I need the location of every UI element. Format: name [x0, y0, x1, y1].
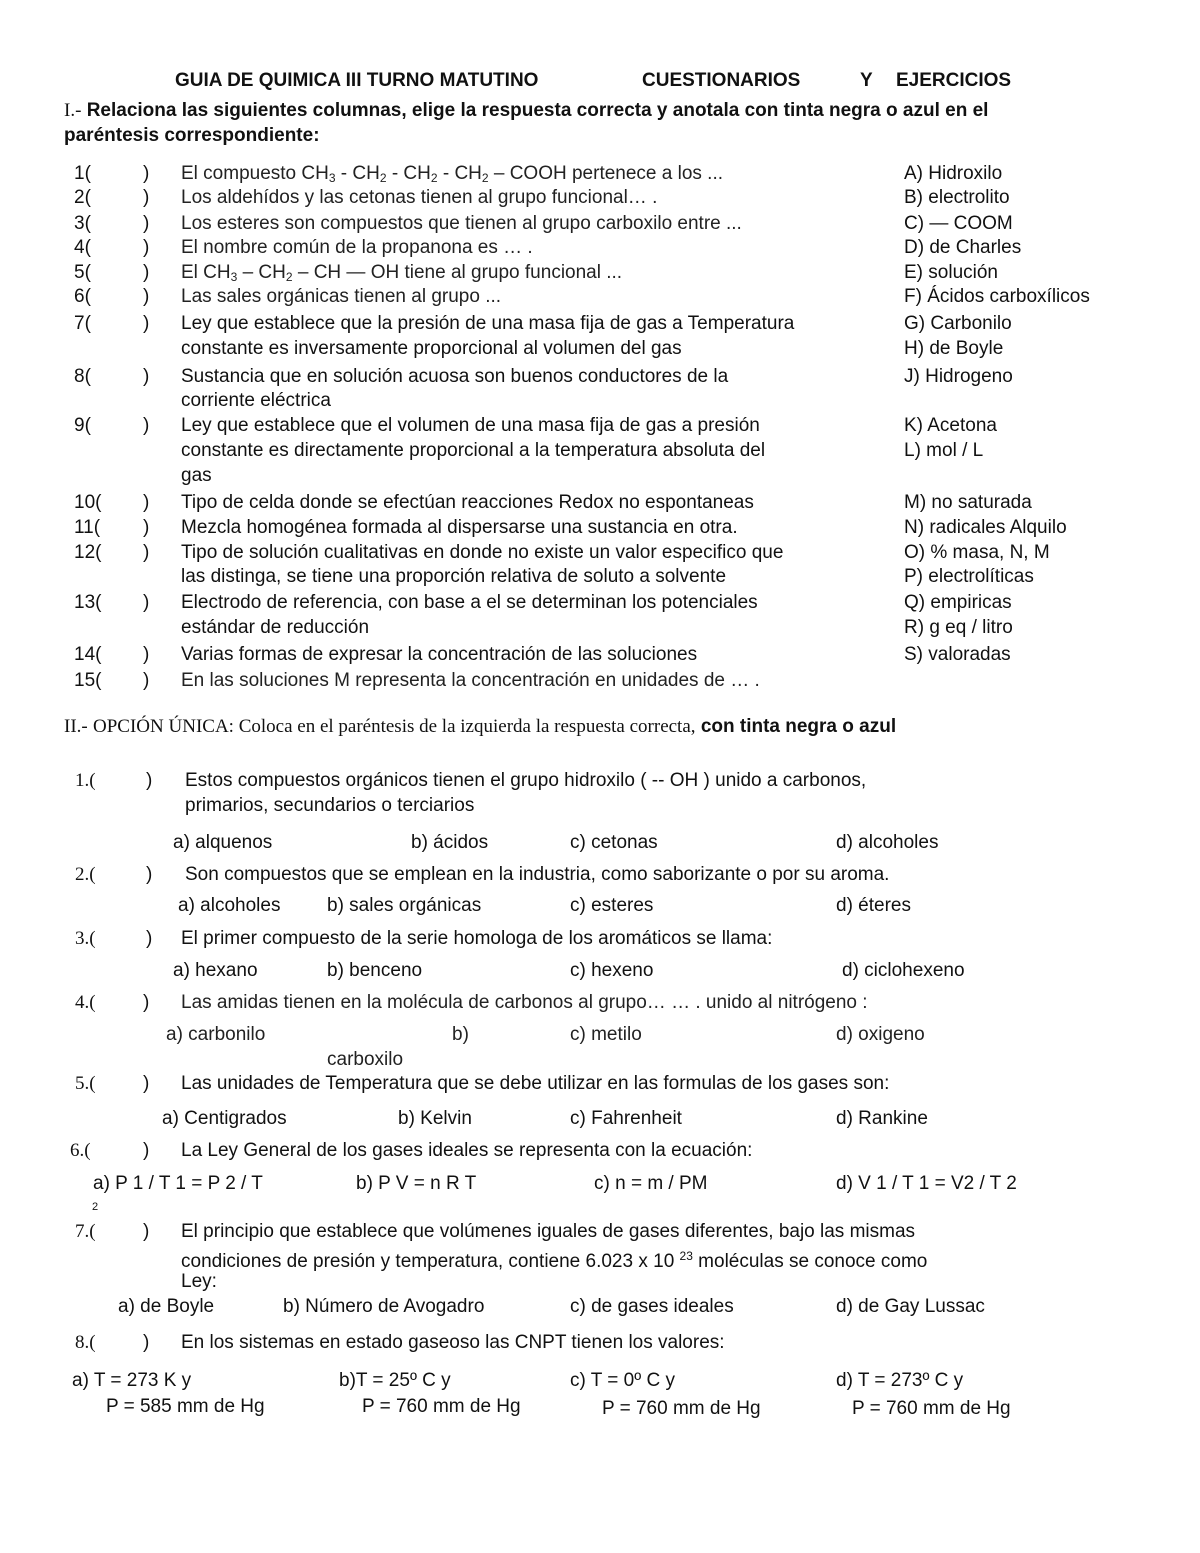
answer-option: B) electrolito	[904, 187, 1010, 208]
question-number: 2.(	[75, 864, 96, 885]
item-text: Ley que establece que el volumen de una masa fija de gas a presión	[181, 415, 760, 436]
option[interactable]: d) T = 273º C y	[836, 1370, 964, 1391]
question-number: 8.(	[75, 1332, 96, 1353]
option[interactable]: a) carbonilo	[166, 1024, 266, 1045]
item-number: 10(	[74, 492, 102, 513]
item-number: 7(	[74, 313, 91, 334]
answer-option: M) no saturada	[904, 492, 1032, 513]
answer-paren[interactable]: )	[143, 992, 150, 1013]
item-text-cont: las distinga, se tiene una proporción relativa de soluto a solvente	[181, 566, 727, 587]
item-number: 6(	[74, 286, 91, 307]
answer-option: Q) empiricas	[904, 592, 1012, 613]
option[interactable]: a) alcoholes	[178, 895, 281, 916]
question-number: 4.(	[75, 992, 96, 1013]
answer-option: N) radicales Alquilo	[904, 517, 1067, 538]
item-number: 13(	[74, 592, 102, 613]
item-text: Sustancia que en solución acuosa son buenos conductores de la	[181, 366, 729, 387]
option[interactable]: d) Rankine	[836, 1108, 928, 1129]
answer-paren[interactable]: )	[146, 770, 153, 791]
option[interactable]: b) P V = n R T	[356, 1173, 477, 1194]
answer-paren[interactable]: )	[143, 670, 150, 691]
option-cont: carboxilo	[327, 1049, 404, 1070]
option[interactable]: a) Centigrados	[162, 1108, 287, 1129]
item-number: 12(	[74, 542, 102, 563]
option[interactable]: c) n = m / PM	[594, 1173, 708, 1194]
question-text: La Ley General de los gases ideales se representa con la ecuación:	[181, 1140, 753, 1161]
item-text-cont: constante es directamente proporcional a la temperatura absoluta del	[181, 440, 766, 461]
item-text: Las sales orgánicas tienen al grupo ...	[181, 286, 502, 307]
question-number: 7.(	[75, 1221, 96, 1242]
answer-option: O) % masa, N, M	[904, 542, 1050, 563]
answer-option: E) solución	[904, 262, 998, 283]
answer-paren[interactable]: )	[143, 517, 150, 538]
item-number: 9(	[74, 415, 91, 436]
option[interactable]: b) Kelvin	[398, 1108, 472, 1129]
option[interactable]: a) T = 273 K y	[72, 1370, 192, 1391]
item-text-cont: gas	[181, 465, 212, 486]
item-number: 14(	[74, 644, 102, 665]
answer-option: J) Hidrogeno	[904, 366, 1013, 387]
item-text: Ley que establece que la presión de una masa fija de gas a Temperatura	[181, 313, 795, 334]
item-text: El nombre común de la propanona es … .	[181, 237, 533, 258]
answer-paren[interactable]: )	[143, 644, 150, 665]
answer-option: F) Ácidos carboxílicos	[904, 286, 1090, 307]
section1-instructions	[64, 100, 988, 122]
question-number: 6.(	[70, 1140, 91, 1161]
answer-paren[interactable]: )	[143, 1221, 150, 1242]
item-number: 1(	[74, 163, 91, 184]
answer-paren[interactable]: )	[143, 213, 150, 234]
question-text: El principio que establece que volúmenes iguales de gases diferentes, bajo las mismas	[181, 1221, 916, 1242]
item-number: 11(	[74, 517, 101, 538]
option-cont: P = 760 mm de Hg	[852, 1398, 1011, 1419]
section1-roman: I.-	[64, 100, 82, 121]
option[interactable]: d) ciclohexeno	[842, 960, 965, 981]
answer-option: A) Hidroxilo	[904, 163, 1003, 184]
question-text: Estos compuestos orgánicos tienen el grupo hidroxilo ( -- OH ) unido a carbonos,	[185, 770, 867, 791]
answer-paren[interactable]: )	[143, 1073, 150, 1094]
item-text: Varias formas de expresar la concentración de las soluciones	[181, 644, 698, 665]
answer-option: P) electrolíticas	[904, 566, 1034, 587]
question-text: Las unidades de Temperatura que se debe utilizar en las formulas de los gases son:	[181, 1073, 890, 1094]
answer-paren[interactable]: )	[143, 262, 150, 283]
page-title	[175, 70, 538, 92]
answer-paren[interactable]: )	[143, 237, 150, 258]
item-text: Tipo de solución cualitativas en donde no existe un valor especifico que	[181, 542, 784, 563]
option[interactable]: d) éteres	[836, 895, 911, 916]
option-subscript: 2	[92, 1201, 99, 1213]
answer-paren[interactable]: )	[143, 415, 150, 436]
option[interactable]: a) alquenos	[173, 832, 273, 853]
item-text: En las soluciones M representa la concentración en unidades de … .	[181, 670, 760, 691]
item-text: Tipo de celda donde se efectúan reacciones Redox no espontaneas	[181, 492, 754, 513]
question-text-cont: primarios, secundarios o terciarios	[185, 795, 475, 816]
answer-option: D) de Charles	[904, 237, 1022, 258]
answer-option: L) mol / L	[904, 440, 984, 461]
item-text-cont: corriente eléctrica	[181, 390, 331, 411]
option[interactable]: b) benceno	[327, 960, 423, 981]
question-text: El primer compuesto de la serie homologa de los aromáticos se llama:	[181, 928, 773, 949]
option[interactable]: d) alcoholes	[836, 832, 939, 853]
answer-option: H) de Boyle	[904, 338, 1004, 359]
option-cont: P = 760 mm de Hg	[362, 1396, 521, 1417]
answer-option: G) Carbonilo	[904, 313, 1012, 334]
option[interactable]: b) sales orgánicas	[327, 895, 482, 916]
option[interactable]: a) hexano	[173, 960, 258, 981]
item-number: 5(	[74, 262, 91, 283]
item-number: 15(	[74, 670, 102, 691]
option[interactable]: d) de Gay Lussac	[836, 1296, 985, 1317]
question-text-cont: Ley:	[181, 1271, 217, 1292]
answer-paren[interactable]: )	[143, 163, 150, 184]
option[interactable]: b) ácidos	[411, 832, 489, 853]
question-text: Son compuestos que se emplean en la industria, como saborizante o por su aroma.	[185, 864, 890, 885]
item-number: 4(	[74, 237, 91, 258]
answer-paren[interactable]: )	[143, 187, 150, 208]
answer-option: K) Acetona	[904, 415, 997, 436]
option[interactable]: b)T = 25º C y	[339, 1370, 451, 1391]
item-text: Los esteres son compuestos que tienen al grupo carboxilo entre ...	[181, 213, 742, 234]
item-text: Los aldehídos y las cetonas tienen al grupo funcional… .	[181, 187, 658, 208]
option[interactable]: c) hexeno	[570, 960, 654, 981]
answer-paren[interactable]: )	[143, 1332, 150, 1353]
section1-instructions-line2: paréntesis correspondiente:	[64, 125, 320, 146]
option[interactable]: c) T = 0º C y	[570, 1370, 675, 1391]
option[interactable]: d) oxigeno	[836, 1024, 925, 1045]
item-text: El $CH_3 - CH_2$ – CH — OH tiene al grupo funcional ...	[181, 262, 623, 284]
answer-paren[interactable]: )	[143, 592, 150, 613]
item-number: 8(	[74, 366, 91, 387]
section1-instructions-line1: Relaciona las siguientes columnas, elige la respuesta correcta y anotala con tinta negra o azul en el	[86, 100, 989, 121]
item-number: 3(	[74, 213, 91, 234]
answer-paren[interactable]: )	[143, 366, 150, 387]
item-number: 2(	[74, 187, 91, 208]
item-text: Mezcla homogénea formada al dispersarse una sustancia en otra.	[181, 517, 738, 538]
question-text-cont: condiciones de presión y temperatura, contiene 6.023 x 10 $^{23}$ moléculas se conoce como	[181, 1249, 928, 1272]
option[interactable]: c) metilo	[570, 1024, 642, 1045]
item-text: Electrodo de referencia, con base a el se determinan los potenciales	[181, 592, 758, 613]
section2-heading: II.- OPCIÓN ÚNICA: Coloca en el paréntesis de la izquierda la respuesta correcta, con tinta negra o azul	[64, 716, 897, 737]
answer-paren[interactable]: )	[143, 286, 150, 307]
item-text: El compuesto $CH_3 - CH_2 - CH_2 - CH_2$ – COOH pertenece a los ...	[181, 163, 724, 185]
option[interactable]: d) V 1 / T 1 = V2 / T 2	[836, 1173, 1017, 1194]
answer-option: R) g eq / litro	[904, 617, 1013, 638]
question-number: 5.(	[75, 1073, 96, 1094]
option-cont: P = 585 mm de Hg	[106, 1396, 265, 1417]
item-text-cont: estándar de reducción	[181, 617, 370, 638]
option[interactable]: c) cetonas	[570, 832, 658, 853]
question-text: Las amidas tienen en la molécula de carbonos al grupo… … . unido al nitrógeno :	[181, 992, 868, 1013]
option[interactable]: b) Número de Avogadro	[283, 1296, 485, 1317]
title-cuestionarios: CUESTIONARIOS	[642, 70, 801, 91]
question-text: En los sistemas en estado gaseoso las CNPT tienen los valores:	[181, 1332, 725, 1353]
item-text-cont: constante es inversamente proporcional al volumen del gas	[181, 338, 682, 359]
option[interactable]: b)	[452, 1024, 469, 1045]
option-cont: P = 760 mm de Hg	[602, 1398, 761, 1419]
option[interactable]: a) P 1 / T 1 = P 2 / T	[93, 1173, 263, 1194]
question-number: 1.(	[75, 770, 96, 791]
option[interactable]: c) esteres	[570, 895, 654, 916]
answer-paren[interactable]: )	[143, 542, 150, 563]
answer-paren[interactable]: )	[143, 492, 150, 513]
answer-paren[interactable]: )	[146, 928, 153, 949]
option[interactable]: c) de gases ideales	[570, 1296, 734, 1317]
title-ejercicios: EJERCICIOS	[896, 70, 1012, 91]
answer-option: S) valoradas	[904, 644, 1011, 665]
answer-paren[interactable]: )	[143, 313, 150, 334]
option[interactable]: c) Fahrenheit	[570, 1108, 682, 1129]
question-number: 3.(	[75, 928, 96, 949]
answer-option: C) — COOM	[904, 213, 1013, 234]
title-text: GUIA DE QUIMICA III TURNO MATUTINO	[175, 70, 539, 91]
answer-paren[interactable]: )	[146, 864, 153, 885]
option[interactable]: a) de Boyle	[118, 1296, 215, 1317]
answer-paren[interactable]: )	[143, 1140, 150, 1161]
title-y: Y	[860, 70, 873, 91]
